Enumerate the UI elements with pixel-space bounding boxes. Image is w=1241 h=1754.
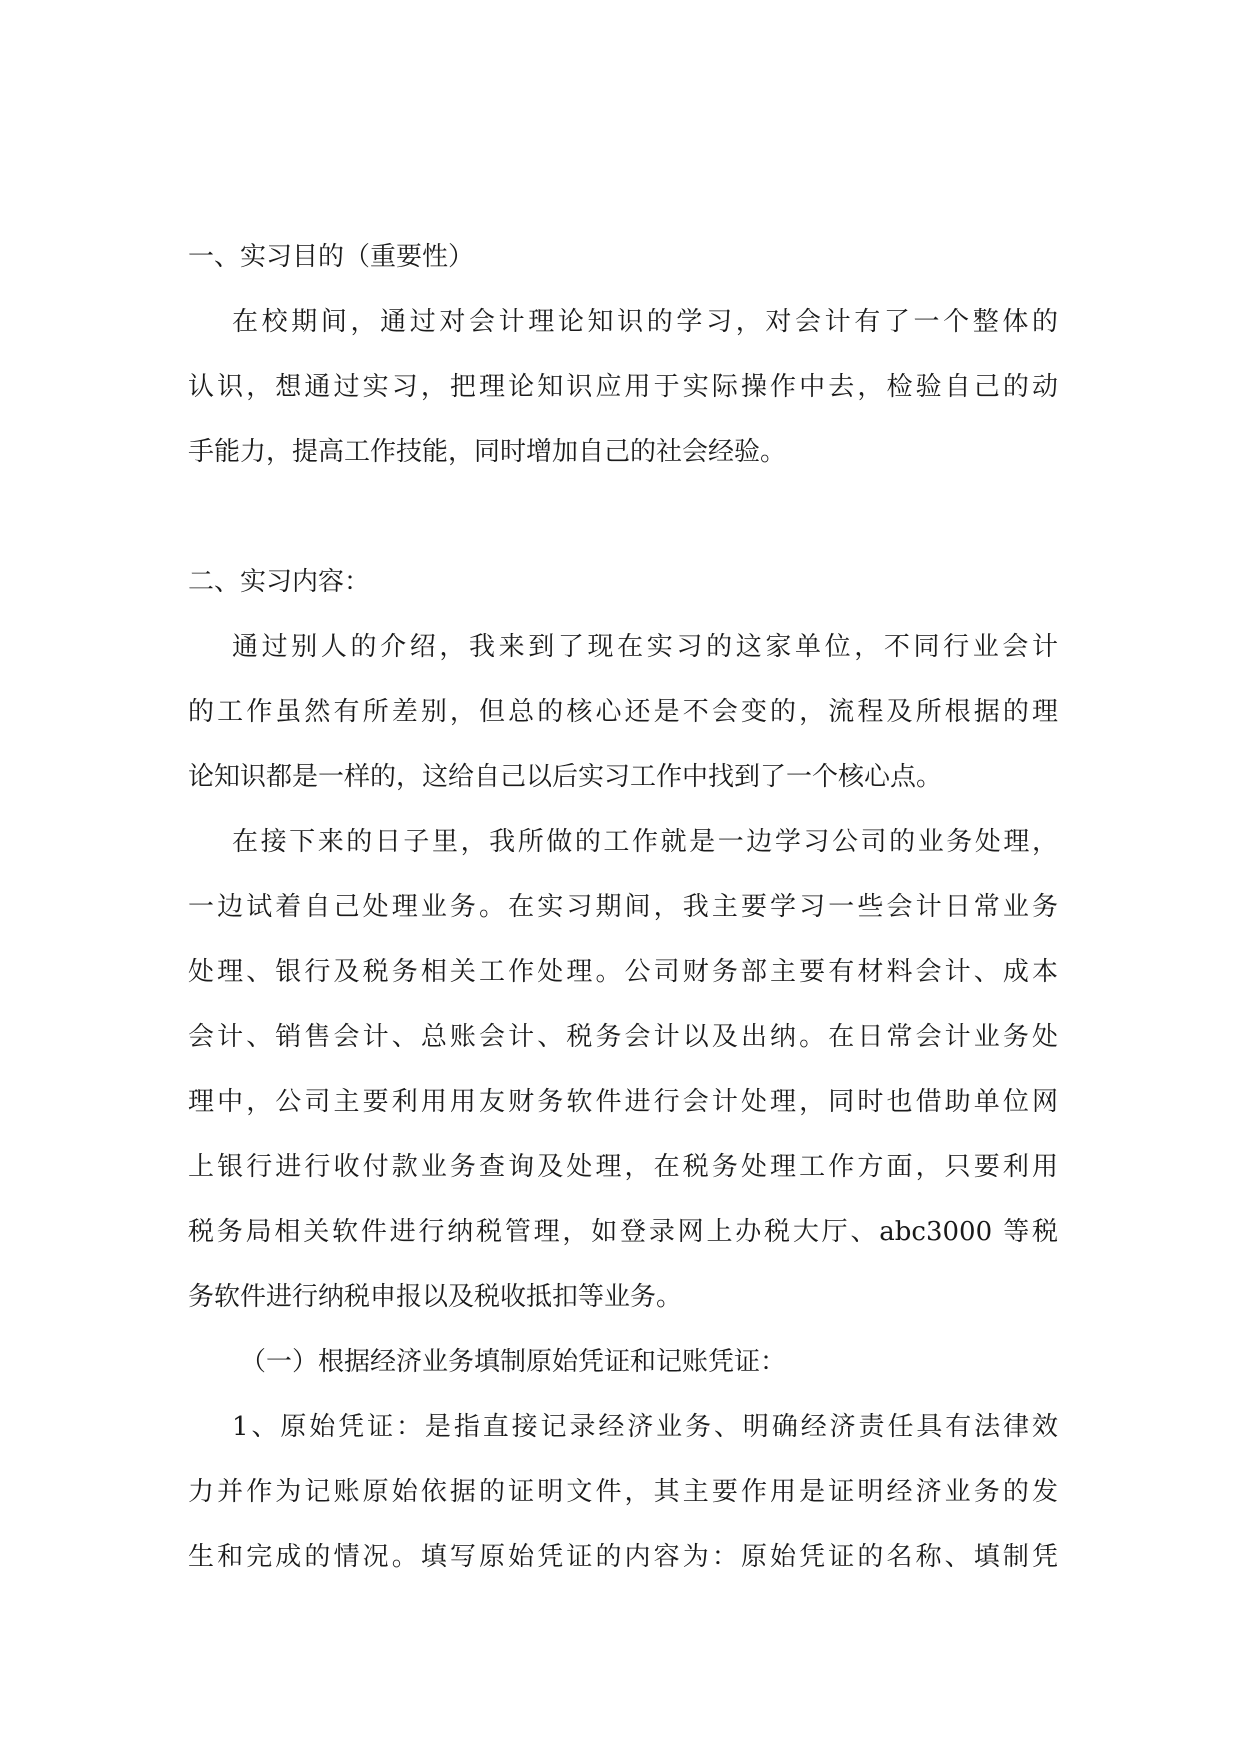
text-line: 的工作虽然有所差别，但总的核心还是不会变的，流程及所根据的理 [188, 697, 1058, 727]
document-page [188, 225, 1058, 1590]
text-line: 认识，想通过实习，把理论知识应用于实际操作中去，检验自己的动 [188, 372, 1058, 402]
section-spacer [188, 485, 1058, 550]
text-line: 税务局相关软件进行纳税管理，如登录网上办税大厅、abc3000 等税 [188, 1217, 1058, 1247]
text-line: 在接下来的日子里，我所做的工作就是一边学习公司的业务处理， [232, 827, 1058, 857]
paragraph-original-voucher [188, 1395, 1058, 1590]
paragraph-purpose [188, 290, 1058, 485]
text-line: 理中，公司主要利用用友财务软件进行会计处理，同时也借助单位网 [188, 1087, 1058, 1117]
text-line: 会计、销售会计、总账会计、税务会计以及出纳。在日常会计业务处 [188, 1022, 1058, 1052]
text-line: 力并作为记账原始依据的证明文件，其主要作用是证明经济业务的发 [188, 1477, 1058, 1507]
paragraph-introduction [188, 615, 1058, 810]
subsection-heading: （一）根据经济业务填制原始凭证和记账凭证： [240, 1347, 787, 1377]
text-line: 务软件进行纳税申报以及税收抵扣等业务。 [188, 1282, 683, 1312]
text-line: 一边试着自己处理业务。在实习期间，我主要学习一些会计日常业务 [188, 892, 1058, 922]
text-line: 上银行进行收付款业务查询及处理，在税务处理工作方面，只要利用 [188, 1152, 1058, 1182]
text-line: 论知识都是一样的，这给自己以后实习工作中找到了一个核心点。 [188, 762, 943, 792]
section-heading-content: 二、实习内容： [188, 567, 371, 597]
text-line: 在校期间，通过对会计理论知识的学习，对会计有了一个整体的 [232, 307, 1058, 337]
text-line: 处理、银行及税务相关工作处理。公司财务部主要有材料会计、成本 [188, 957, 1058, 987]
text-line: 1、原始凭证：是指直接记录经济业务、明确经济责任具有法律效 [232, 1412, 1058, 1442]
paragraph-daily-work [188, 810, 1058, 1330]
section-heading-purpose: 一、实习目的（重要性） [188, 242, 475, 272]
text-line: 手能力，提高工作技能，同时增加自己的社会经验。 [188, 437, 787, 467]
text-line: 通过别人的介绍，我来到了现在实习的这家单位，不同行业会计 [232, 632, 1058, 662]
text-line: 生和完成的情况。填写原始凭证的内容为：原始凭证的名称、填制凭 [188, 1542, 1058, 1572]
